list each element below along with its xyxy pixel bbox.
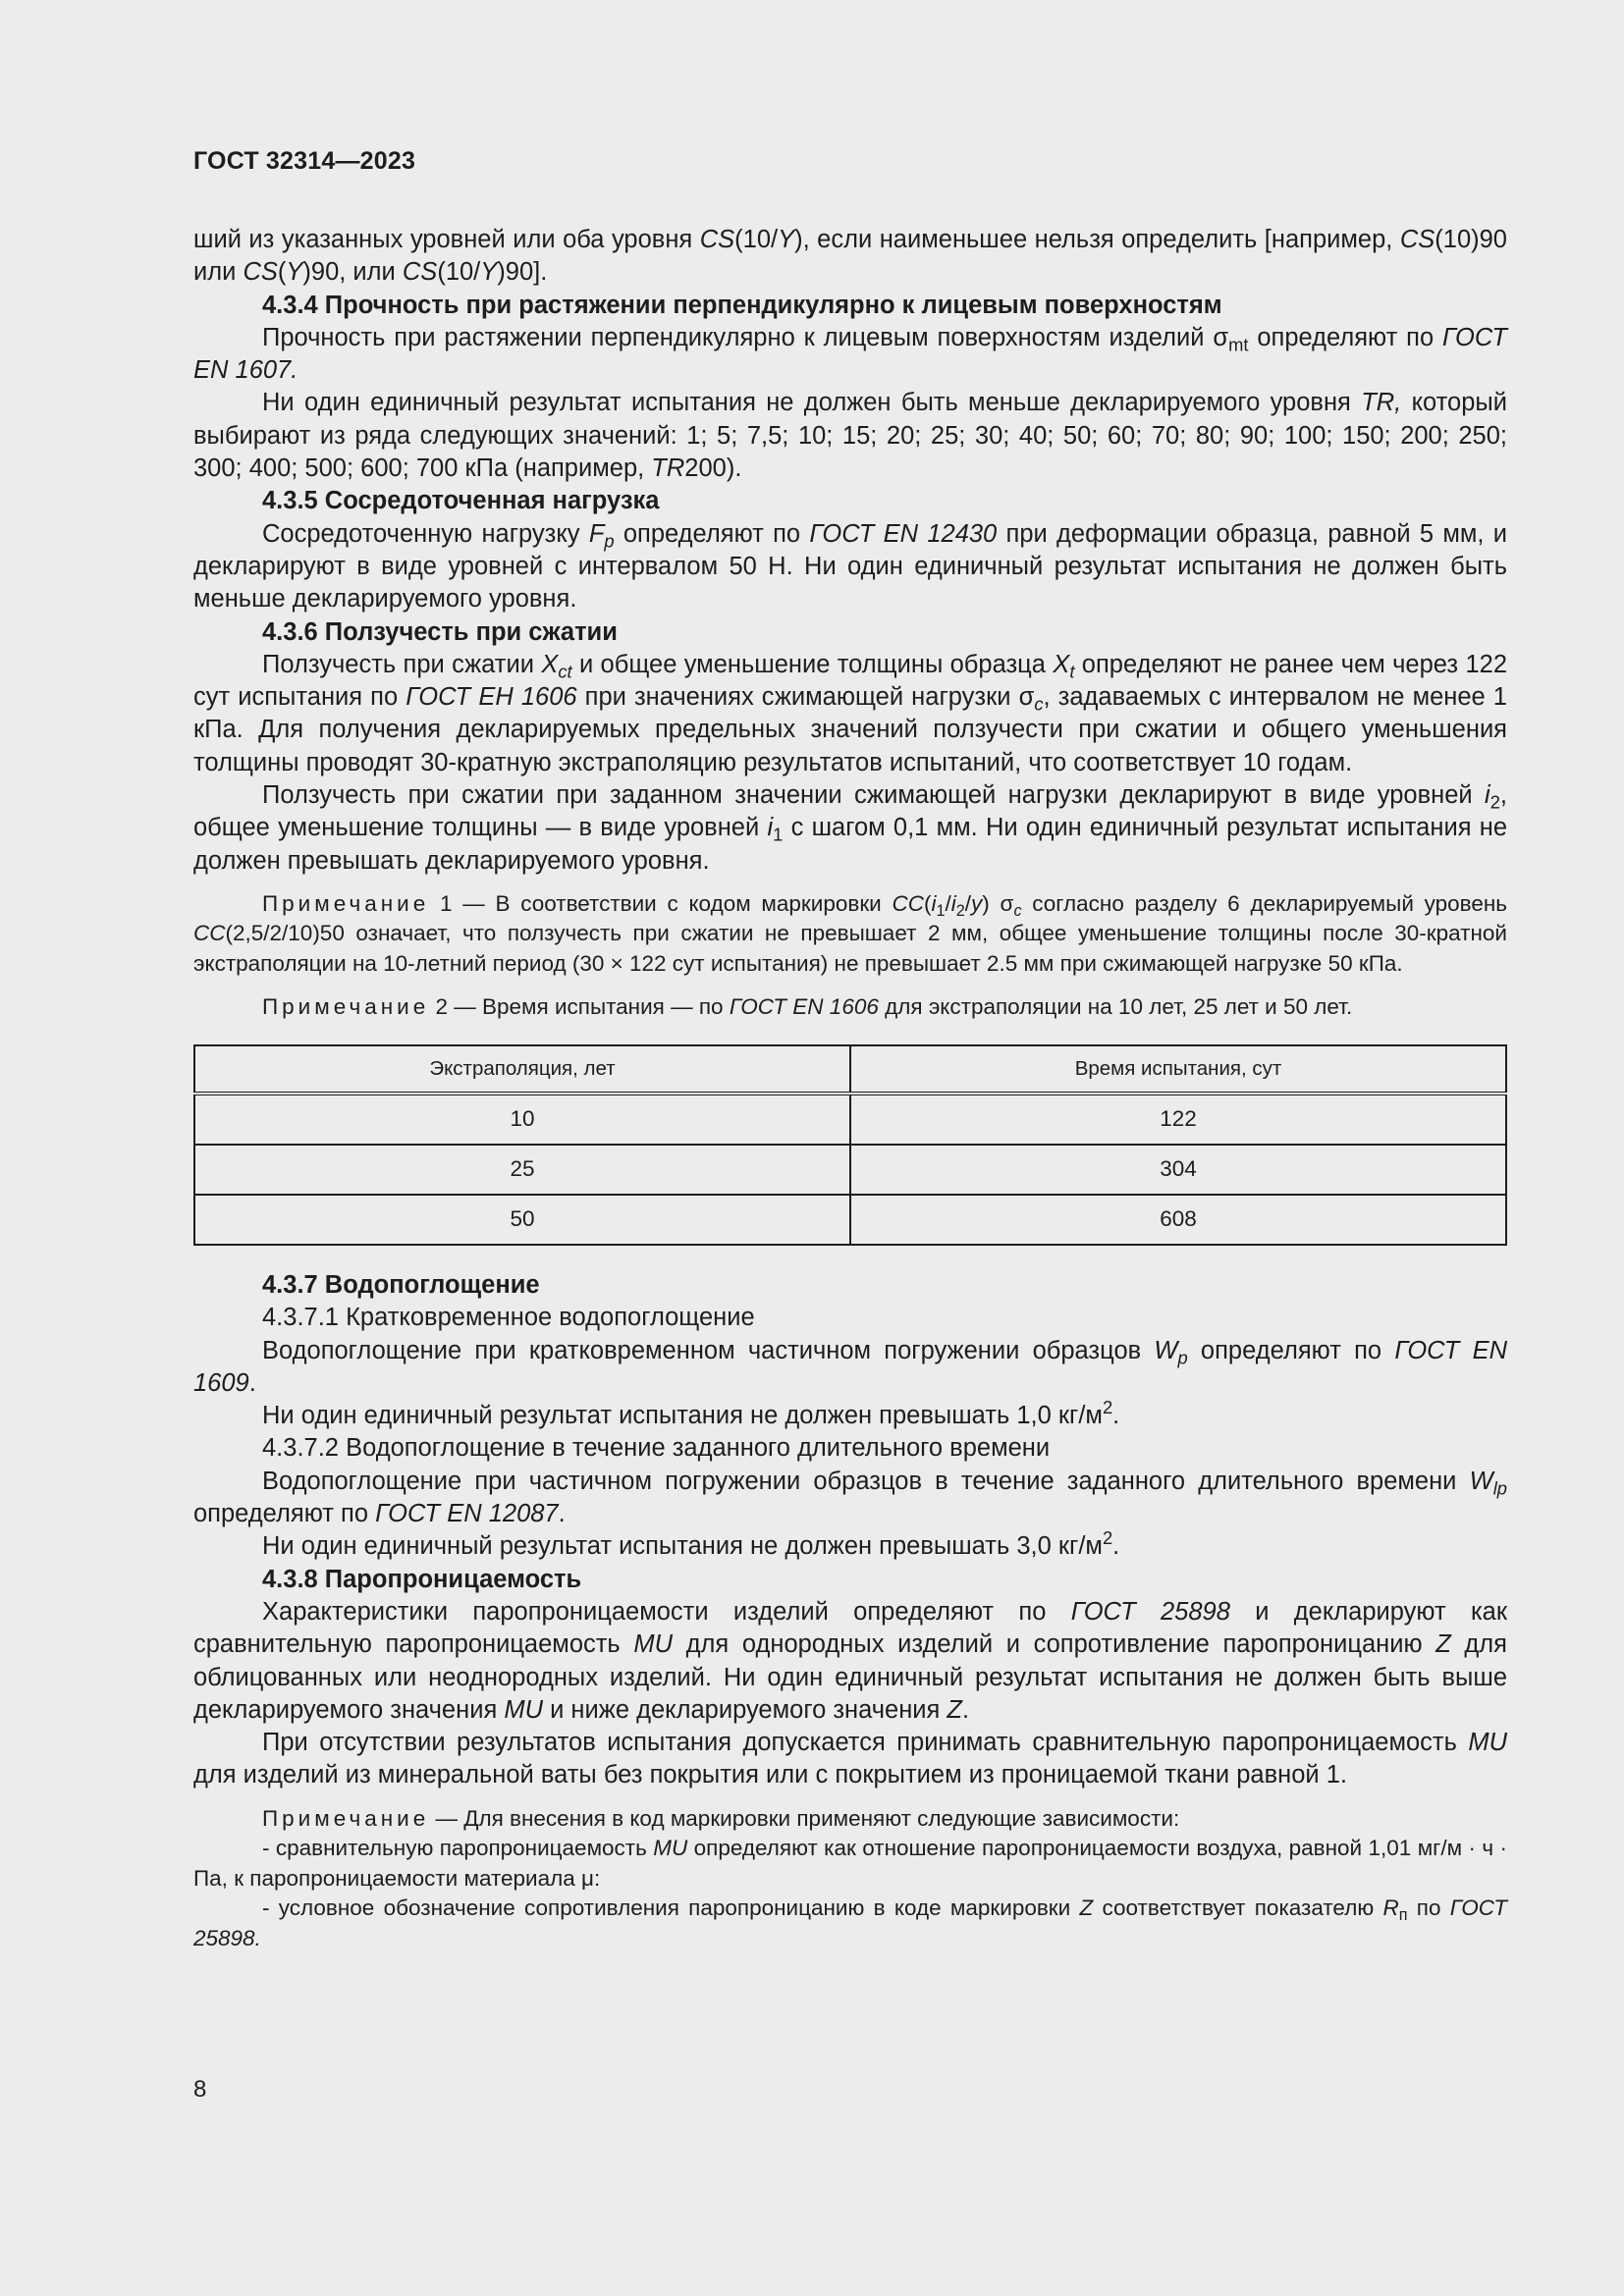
section-heading-4-3-8: 4.3.8 Паропроницаемость	[262, 1565, 582, 1593]
table-cell-days: 304	[850, 1145, 1506, 1195]
continuation-paragraph: ший из указанных уровней или оба уровня CS(10/Y), если наименьшее нельзя определить [например, CS(10)90 или CS(Y)90, или CS(10/Y)90].	[193, 226, 1507, 287]
table-row	[194, 1195, 1506, 1245]
table-cell-years: 10	[194, 1094, 850, 1145]
paragraph: Характеристики паропроницаемости изделий определяют по ГОСТ 25898 и декларируют как сравнительную паропроницаемость MU для однородных изделий и сопротивление паропроницанию Z для облицованных или неоднородных изделий. Ни один единичный результат испытания не должен быть выше декларируемого значения MU и ниже декларируемого значения Z.	[193, 1597, 1507, 1724]
subsection-heading: 4.3.7.1 Кратковременное водопоглощение	[262, 1304, 755, 1332]
paragraph: Сосредоточенную нагрузку $F_p$ определяют по ГОСТ EN 12430 при деформации образца, равной 5 мм, и декларируют в виде уровней с интервалом 50 Н. Ни один единичный результат испытания не должен быть меньше декларируемого уровня.	[193, 519, 1508, 614]
paragraph: Ни один единичный результат испытания не должен быть меньше декларируемого уровня TR, который выбирают из ряда следующих значений: 1; 5; 7,5; 10; 15; 20; 25; 30; 40; 50; 60; 70; 80; 90; 100; 150; 200; 250; 300; 400; 500; 600; 700 кПа (например, TR200).	[193, 389, 1507, 483]
paragraph: Ни один единичный результат испытания не должен превышать 1,0 $кг/м^2$.	[262, 1397, 1120, 1430]
extrapolation-table	[193, 1044, 1507, 1246]
table-cell-years: 50	[194, 1195, 850, 1245]
document-body	[193, 224, 1507, 1953]
table-cell-days: 122	[850, 1094, 1506, 1145]
note-2: Примечание 2 — Время испытания — по ГОСТ EN 1606 для экстраполяции на 10 лет, 25 лет и 50 лет.	[262, 994, 1353, 1020]
table-header-days: Время испытания, сут	[850, 1045, 1506, 1094]
table-header-years: Экстраполяция, лет	[194, 1045, 850, 1094]
section-heading-4-3-4: 4.3.4 Прочность при растяжении перпендикулярно к лицевым поверхностям	[262, 291, 1222, 319]
section-heading-4-3-7: 4.3.7 Водопоглощение	[262, 1270, 540, 1299]
paragraph: Водопоглощение при кратковременном частичном погружении образцов $W_p$ определяют по ГОСТ EN 1609.	[193, 1336, 1507, 1397]
page-number: 8	[193, 2076, 207, 2103]
table-cell-years: 25	[194, 1145, 850, 1195]
paragraph: Ползучесть при сжатии $X_{ct}$ и общее уменьшение толщины образца $X_t$ определяют не ранее чем через 122 сут испытания по ГОСТ ЕН 1606 при значениях сжимающей нагрузки $\sigma_c$, задаваемых с интервалом не менее 1 кПа. Для получения декларируемых предельных значений ползучести при сжатии и общего уменьшения толщины проводят 30-кратную экстраполяцию результатов испытаний, что соответствует 10 годам.	[193, 650, 1507, 776]
table-row	[194, 1145, 1506, 1195]
paragraph: Ни один единичный результат испытания не должен превышать 3,0 $кг/м^2$.	[262, 1527, 1120, 1561]
paragraph: Водопоглощение при частичном погружении образцов в течение заданного длительного времени $W_{lp}$ определяют по ГОСТ EN 12087.	[193, 1467, 1507, 1528]
section-heading-4-3-5: 4.3.5 Сосредоточенная нагрузка	[262, 487, 660, 515]
paragraph: При отсутствии результатов испытания допускается принимать сравнительную паропроницаемость MU для изделий из минеральной ваты без покрытия или с покрытием из проницаемой ткани равной 1.	[193, 1729, 1507, 1789]
table-row	[194, 1094, 1506, 1145]
document-code: ГОСТ 32314—2023	[193, 147, 416, 175]
note-1: Примечание 1 — В соответствии с кодом маркировки $CC(i_1/i_2/y)$ $\sigma_c$ согласно разделу 6 декларируемый уровень CC(2,5/2/10)50 означает, что ползучесть при сжатии не превышает 2 мм, общее уменьшение толщины после 30-кратной экстраполяции на 10-летний период (30 × 122 сут испытания) не превышает 2.5 мм при сжимающей нагрузке 50 кПа.	[193, 890, 1508, 976]
section-heading-4-3-6: 4.3.6 Ползучесть при сжатии	[262, 617, 618, 646]
table-cell-days: 608	[850, 1195, 1506, 1245]
paragraph: Прочность при растяжении перпендикулярно к лицевым поверхностям изделий $\sigma_{mt}$ определяют по ГОСТ EN 1607.	[193, 323, 1508, 385]
paragraph: Ползучесть при сжатии при заданном значении сжимающей нагрузки декларируют в виде уровней $i_2$, общее уменьшение толщины — в виде уровней $i_1$ с шагом 0,1 мм. Ни один единичный результат испытания не должен превышать декларируемого уровня.	[193, 781, 1507, 875]
subsection-heading: 4.3.7.2 Водопоглощение в течение заданного длительного времени	[262, 1434, 1051, 1463]
note-3: Примечание — Для внесения в код маркировки применяют следующие зависимости: - сравнительную паропроницаемость MU определяют как отношение паропроницаемости воздуха, равной 1,01 мг/м · ч · Па, к паропроницаемости материала μ: - условное обозначение сопротивления паропроницанию в коде маркировки Z соответствует показателю $R_п$ по ГОСТ 25898.	[193, 1805, 1508, 1950]
